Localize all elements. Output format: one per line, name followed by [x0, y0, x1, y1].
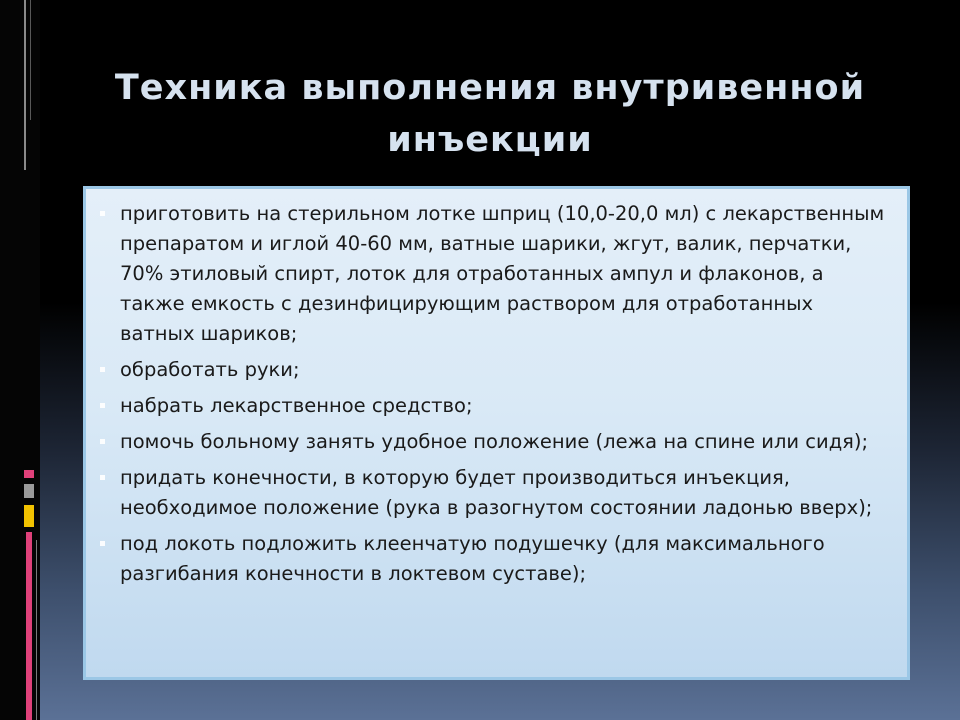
list-item-text: приготовить на стерильном лотке шприц (10,0-20,0 мл) с лекарственным препаратом и иглой 40-60 мм, ватные шарики, жгут, валик, перчатки, 70% этиловый спирт, лоток для отработанных ампул и флаконов, а также емкость с дезинфицирующим раствором для отработанных ватных шариков; [120, 202, 885, 345]
decor-block-pink-1 [24, 470, 34, 478]
bullet-square-icon [100, 439, 105, 444]
list-item-text: обработать руки; [120, 358, 300, 381]
list-item [120, 199, 887, 349]
list-item [120, 529, 887, 589]
bullet-square-icon [100, 403, 105, 408]
list-item-text: набрать лекарственное средство; [120, 394, 473, 417]
list-item-text: придать конечности, в которую будет производиться инъекция, необходимое положение (рука в разогнутом состоянии ладонью вверх); [120, 466, 873, 519]
left-decor-strip [0, 0, 40, 720]
content-box [83, 186, 910, 680]
decor-line-top [24, 0, 26, 170]
list-item [120, 427, 887, 457]
list-item [120, 391, 887, 421]
bullet-list [86, 189, 907, 589]
decor-line-top-2 [30, 0, 31, 120]
bullet-square-icon [100, 211, 105, 216]
list-item [120, 463, 887, 523]
bullet-square-icon [100, 475, 105, 480]
decor-block-gray [24, 484, 34, 498]
decor-line-pink [26, 532, 32, 720]
bullet-square-icon [100, 541, 105, 546]
list-item-text: помочь больному занять удобное положение (лежа на спине или сидя); [120, 430, 869, 453]
list-item-text: под локоть подложить клеенчатую подушечку (для максимального разгибания конечности в локтевом суставе); [120, 532, 825, 585]
slide-title: Техника выполнения внутривенной инъекции [114, 68, 866, 160]
list-item [120, 355, 887, 385]
decor-block-yellow [24, 505, 34, 527]
decor-line-right [36, 540, 37, 720]
bullet-square-icon [100, 367, 105, 372]
